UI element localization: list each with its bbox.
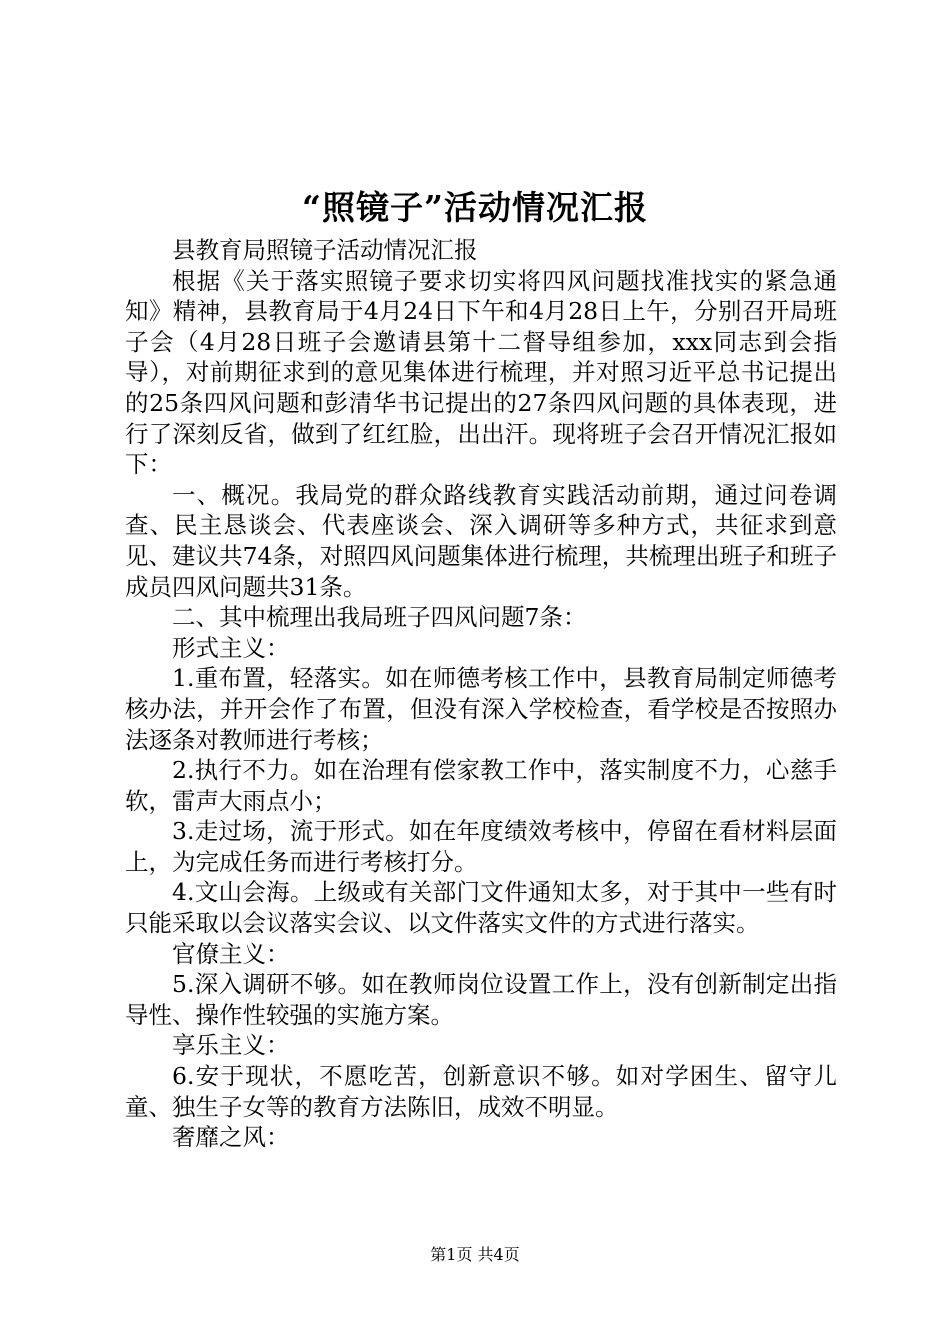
list-item-3: 3.走过场，流于形式。如在年度绩效考核中，停留在看材料层面上，为完成任务而进行考核打分。	[125, 817, 837, 876]
list-item-1: 1.重布置，轻落实。如在师德考核工作中，县教育局制定师德考核办法，并开会作了布置，但没有深入学校检查，看学校是否按照办法逐条对教师进行考核；	[125, 664, 837, 754]
paragraph-overview: 一、概况。我局党的群众路线教育实践活动前期，通过问卷调查、民主恳谈会、代表座谈会、深入调研等多种方式，共征求到意见、建议共74条，对照四风问题集体进行梳理，共梳理出班子和班子成员四风问题共31条。	[125, 480, 837, 601]
heading-bureaucratism: 官僚主义：	[172, 939, 290, 968]
heading-hedonism: 享乐主义：	[172, 1031, 290, 1060]
paragraph-intro: 根据《关于落实照镜子要求切实将四风问题找准找实的紧急通知》精神，县教育局于4月24日下午和4月28日上午，分别召开局班子会（4月28日班子会邀请县第十二督导组参加，xxx同志到会指导），对前期征求到的意见集体进行梳理，并对照习近平总书记提出的25条四风问题和彭清华书记提出的27条四风问题的具体表现，进行了深刻反省，做到了红红脸，出出汗。现将班子会召开情况汇报如下：	[125, 266, 837, 479]
heading-formalism: 形式主义：	[172, 633, 290, 662]
list-item-2: 2.执行不力。如在治理有偿家教工作中，落实制度不力，心慈手软，雷声大雨点小；	[125, 756, 837, 815]
document-body	[125, 235, 837, 1153]
heading-extravagance: 奢靡之风：	[172, 1123, 290, 1152]
list-item-6: 6.安于现状，不愿吃苦，创新意识不够。如对学困生、留守儿童、独生子女等的教育方法陈旧，成效不明显。	[125, 1062, 837, 1121]
paragraph-section-two: 二、其中梳理出我局班子四风问题7条：	[172, 603, 587, 632]
list-item-5: 5.深入调研不够。如在教师岗位设置工作上，没有创新制定出指导性、操作性较强的实施方案。	[125, 970, 837, 1029]
document-title: “照镜子”活动情况汇报	[302, 188, 648, 227]
paragraph-subtitle: 县教育局照镜子活动情况汇报	[172, 236, 478, 264]
list-item-4: 4.文山会海。上级或有关部门文件通知太多，对于其中一些有时只能采取以会议落实会议、以文件落实文件的方式进行落实。	[125, 878, 837, 938]
page-number-footer: 第1页 共4页	[430, 1245, 520, 1264]
